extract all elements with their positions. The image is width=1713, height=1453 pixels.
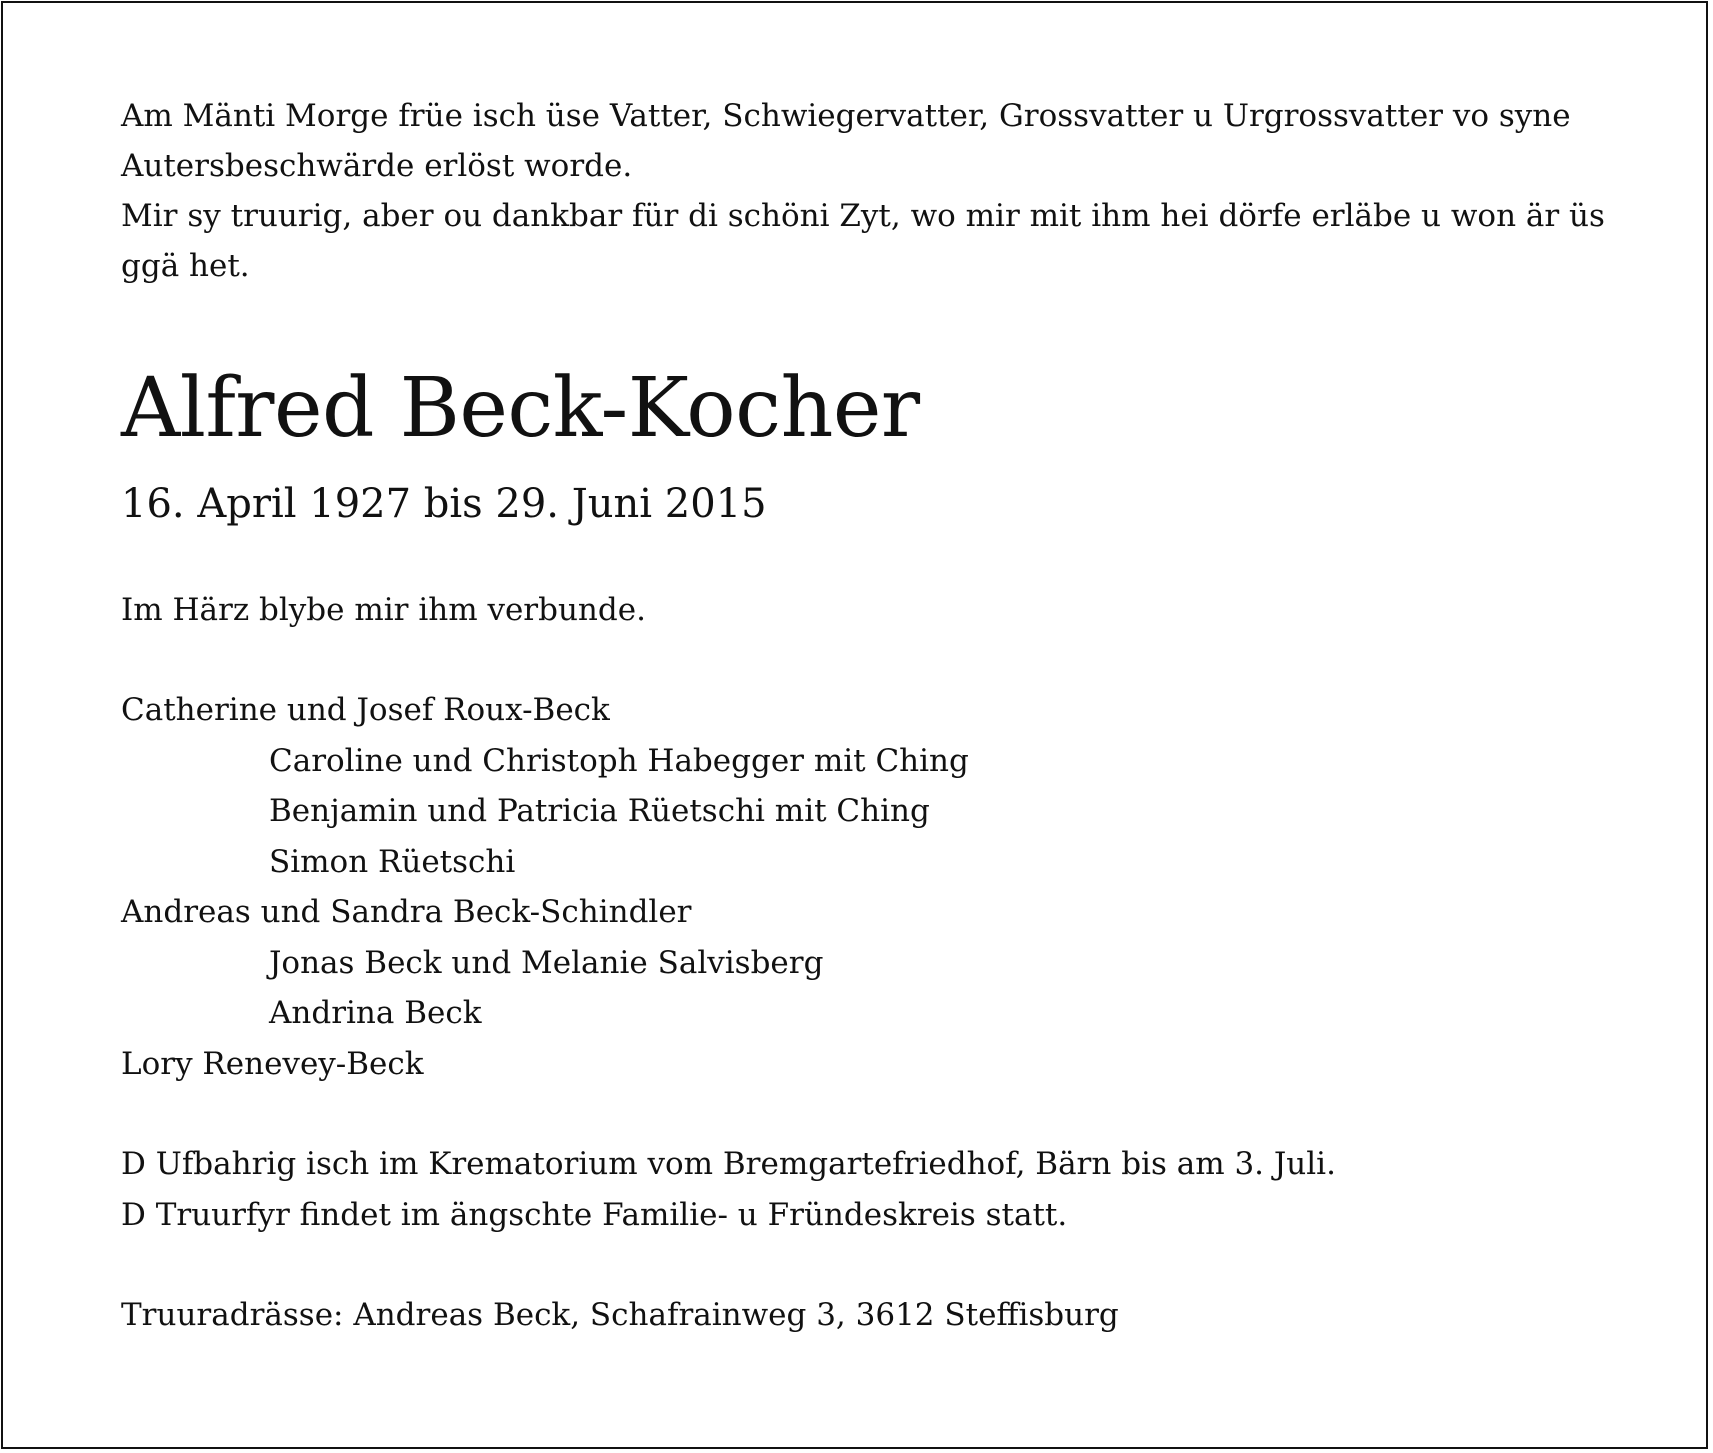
intro-line: Autersbeschwärde erlöst worde. <box>121 148 633 184</box>
intro-text <box>121 91 1621 291</box>
notice-frame <box>1 1 1708 1449</box>
intro-line: Mir sy truurig, aber ou dankbar für di schöni Zyt, wo mir mit ihm hei dörfe erläbe u won är üs <box>121 198 1605 234</box>
motto: Im Härz blybe mir ihm verbunde. <box>121 592 646 628</box>
intro-line: Am Mänti Morge früe isch üse Vatter, Schwiegervatter, Grossvatter u Urgrossvatter vo syne <box>121 98 1571 134</box>
mourning-address: Truuradrässe: Andreas Beck, Schafrainweg 3, 3612 Steffisburg <box>121 1297 1119 1333</box>
mourner-name: Caroline und Christoph Habegger mit Ching <box>269 743 969 779</box>
mourner-name: Andrina Beck <box>269 995 482 1031</box>
notice-line: D Ufbahrig isch im Krematorium vom Bremgartefriedhof, Bärn bis am 3. Juli. <box>121 1146 1336 1182</box>
mourner-name: Jonas Beck und Melanie Salvisberg <box>269 945 824 981</box>
notice-content <box>121 91 1621 1333</box>
mourner-name: Simon Rüetschi <box>269 844 516 880</box>
mourner-name: Catherine und Josef Roux-Beck <box>121 692 610 728</box>
deceased-name: Alfred Beck-Kocher <box>121 361 920 456</box>
mourner-name: Benjamin und Patricia Rüetschi mit Ching <box>269 793 930 829</box>
intro-line: ggä het. <box>121 248 250 284</box>
notice-line: D Truurfyr findet im ängschte Familie- u Fründeskreis statt. <box>121 1197 1068 1233</box>
mourner-name: Lory Renevey-Beck <box>121 1046 424 1082</box>
life-dates: 16. April 1927 bis 29. Juni 2015 <box>121 481 767 527</box>
mourner-name: Andreas und Sandra Beck-Schindler <box>121 894 692 930</box>
